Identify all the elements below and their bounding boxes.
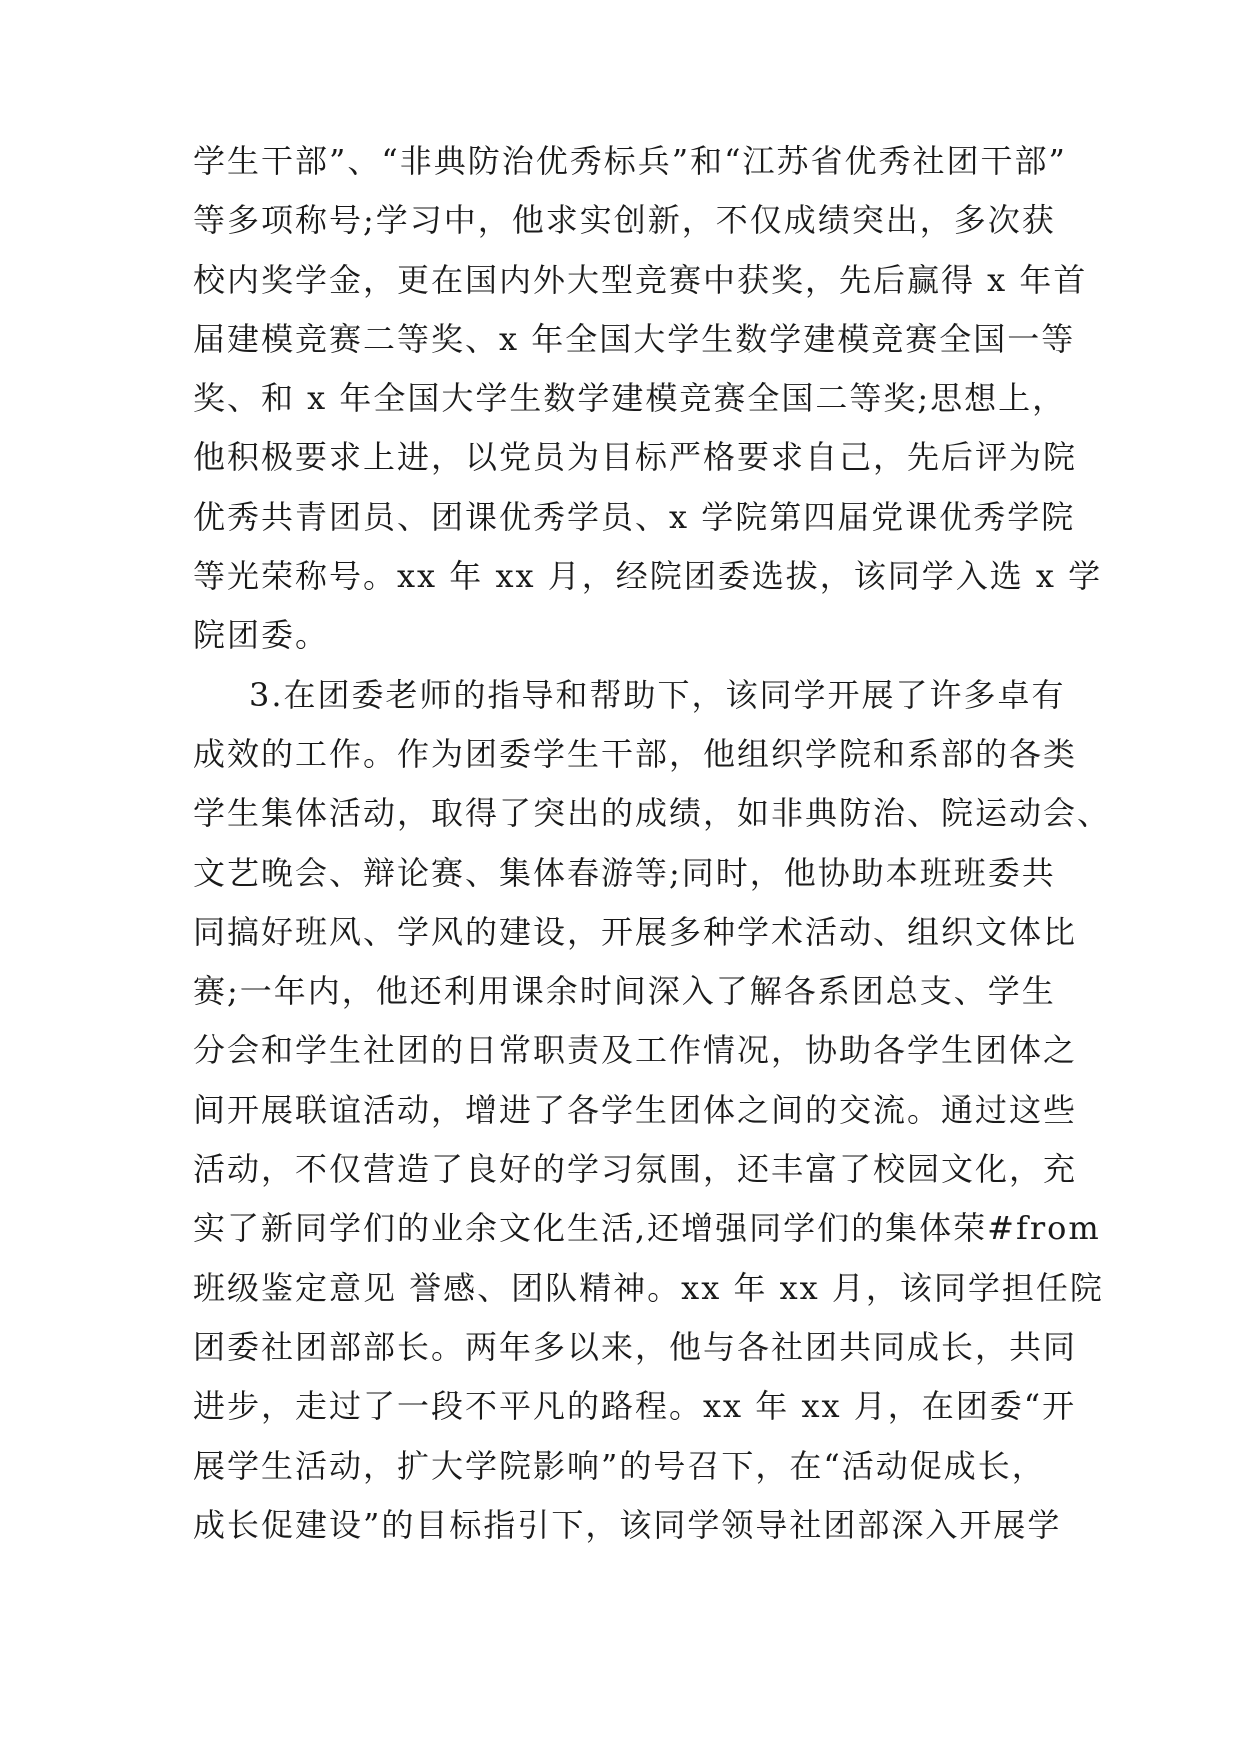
text-line: 等光荣称号。xx 年 xx 月，经院团委选拔，该同学入选 x 学 [193,557,1103,596]
text-line: 院团委。 [193,616,330,655]
text-line: 班级鉴定意见 誉感、团队精神。xx 年 xx 月，该同学担任院 [193,1268,1104,1307]
paragraph-start-line: 3.在团委老师的指导和帮助下，该同学开展了许多卓有 [249,675,1066,714]
text-line: 成效的工作。作为团委学生干部，他组织学院和系部的各类 [193,734,1078,773]
text-line: 成长促建设”的目标指引下，该同学领导社团部深入开展学 [193,1505,1062,1544]
text-line: 同搞好班风、学风的建设，开展多种学术活动、组织文体比 [193,912,1078,951]
text-line: 展学生活动，扩大学院影响”的号召下，在“活动促成长， [193,1446,1046,1485]
text-line: 分会和学生社团的日常职责及工作情况，协助各学生团体之 [193,1031,1078,1070]
text-line: 他积极要求上进，以党员为目标严格要求自己，先后评为院 [193,438,1078,477]
text-line: 实了新同学们的业余文化生活,还增强同学们的集体荣#from [193,1209,1101,1248]
text-line: 团委社团部部长。两年多以来，他与各社团共同成长，共同 [193,1327,1078,1366]
text-line: 学生集体活动，取得了突出的成绩，如非典防治、院运动会、 [193,794,1112,833]
text-line: 间开展联谊活动，增进了各学生团体之间的交流。通过这些 [193,1090,1078,1129]
text-line: 活动，不仅营造了良好的学习氛围，还丰富了校园文化，充 [193,1150,1078,1189]
text-line: 赛;一年内，他还利用课余时间深入了解各系团总支、学生 [193,972,1056,1011]
text-line: 文艺晚会、辩论赛、集体春游等;同时，他协助本班班委共 [193,853,1056,892]
text-line: 优秀共青团员、团课优秀学员、x 学院第四届党课优秀学院 [193,497,1076,536]
text-line: 等多项称号;学习中，他求实创新，不仅成绩突出，多次获 [193,201,1056,240]
text-line: 学生干部”、“非典防治优秀标兵”和“江苏省优秀社团干部” [193,142,1067,180]
text-line: 进步，走过了一段不平凡的路程。xx 年 xx 月，在团委“开 [193,1387,1077,1426]
text-line: 奖、和 x 年全国大学生数学建模竞赛全国二等奖;思想上， [193,379,1067,418]
body-text [193,132,1112,1555]
text-line: 届建模竞赛二等奖、x 年全国大学生数学建模竞赛全国一等 [193,319,1076,358]
text-line: 校内奖学金，更在国内外大型竞赛中获奖，先后赢得 x 年首 [193,260,1088,299]
